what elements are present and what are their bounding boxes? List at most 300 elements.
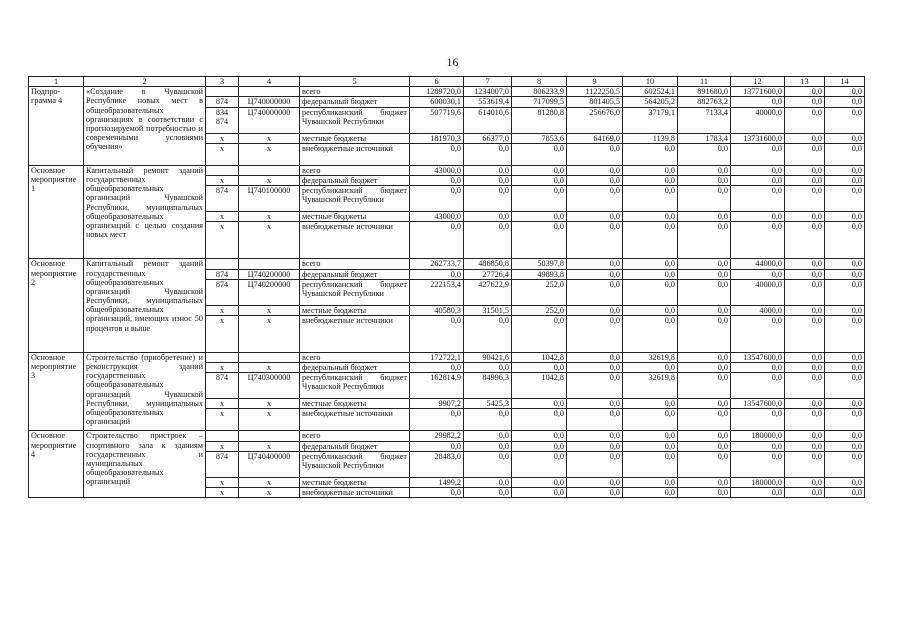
code-cell: х bbox=[206, 305, 239, 315]
amount-cell: 50397,8 bbox=[512, 259, 567, 269]
row-label: Основное мероприятие 2 bbox=[29, 259, 84, 353]
amount-cell: 0,0 bbox=[825, 279, 865, 305]
amount-cell: 7133,4 bbox=[678, 107, 731, 133]
amount-cell: 0,0 bbox=[825, 97, 865, 107]
amount-cell: 0,0 bbox=[512, 477, 567, 487]
amount-cell: 0,0 bbox=[825, 488, 865, 498]
amount-cell: 0,0 bbox=[731, 441, 785, 451]
amount-cell: 0,0 bbox=[785, 305, 825, 315]
target-code-cell: х bbox=[239, 363, 300, 373]
funding-source-cell: местные бюджеты bbox=[300, 212, 410, 222]
header-cell-13: 13 bbox=[785, 77, 825, 87]
amount-cell: 0,0 bbox=[464, 363, 512, 373]
amount-cell: 0,0 bbox=[678, 399, 731, 409]
amount-cell: 43000,0 bbox=[410, 212, 464, 222]
amount-cell: 66377,0 bbox=[464, 133, 512, 143]
amount-cell: 0,0 bbox=[731, 212, 785, 222]
amount-cell: 0,0 bbox=[825, 175, 865, 185]
amount-cell: 84996,3 bbox=[464, 373, 512, 399]
amount-cell: 29982,2 bbox=[410, 431, 464, 441]
amount-cell: 0,0 bbox=[410, 488, 464, 498]
amount-cell: 0,0 bbox=[623, 363, 678, 373]
amount-cell: 0,0 bbox=[678, 175, 731, 185]
amount-cell: 0,0 bbox=[567, 488, 623, 498]
amount-cell: 0,0 bbox=[678, 441, 731, 451]
amount-cell: 0,0 bbox=[731, 451, 785, 477]
amount-cell: 0,0 bbox=[785, 87, 825, 97]
amount-cell: 0,0 bbox=[512, 165, 567, 175]
amount-cell: 13731600,0 bbox=[731, 133, 785, 143]
amount-cell: 0,0 bbox=[785, 352, 825, 362]
header-cell-8: 8 bbox=[512, 77, 567, 87]
header-cell-14: 14 bbox=[825, 77, 865, 87]
funding-source-cell: внебюджетные источники bbox=[300, 143, 410, 165]
amount-cell: 882763,2 bbox=[678, 97, 731, 107]
amount-cell: 1234007,0 bbox=[464, 87, 512, 97]
amount-cell: 0,0 bbox=[825, 363, 865, 373]
amount-cell: 0,0 bbox=[512, 143, 567, 165]
target-code-cell: Ц740000000 bbox=[239, 97, 300, 107]
amount-cell: 0,0 bbox=[512, 212, 567, 222]
amount-cell: 0,0 bbox=[678, 352, 731, 362]
amount-cell: 0,0 bbox=[825, 305, 865, 315]
table-row bbox=[29, 431, 865, 441]
amount-cell: 0,0 bbox=[623, 222, 678, 259]
amount-cell: 0,0 bbox=[623, 175, 678, 185]
funding-source-cell: федеральный бюджет bbox=[300, 363, 410, 373]
amount-cell: 0,0 bbox=[825, 165, 865, 175]
code-cell bbox=[206, 431, 239, 441]
amount-cell: 43000,0 bbox=[410, 165, 464, 175]
header-cell-3: 3 bbox=[206, 77, 239, 87]
amount-cell: 0,0 bbox=[825, 409, 865, 431]
amount-cell: 32619,8 bbox=[623, 373, 678, 399]
funding-source-cell: республиканский бюджет Чувашской Республики bbox=[300, 186, 410, 212]
amount-cell: 0,0 bbox=[678, 315, 731, 352]
amount-cell: 564205,2 bbox=[623, 97, 678, 107]
amount-cell: 891680,0 bbox=[678, 87, 731, 97]
amount-cell: 172722,1 bbox=[410, 352, 464, 362]
funding-source-cell: внебюджетные источники bbox=[300, 409, 410, 431]
funding-source-cell: федеральный бюджет bbox=[300, 441, 410, 451]
amount-cell: 0,0 bbox=[567, 305, 623, 315]
amount-cell: 0,0 bbox=[825, 431, 865, 441]
amount-cell: 0,0 bbox=[785, 97, 825, 107]
amount-cell: 0,0 bbox=[410, 175, 464, 185]
amount-cell: 0,0 bbox=[785, 363, 825, 373]
target-code-cell bbox=[239, 259, 300, 269]
page-number: 16 bbox=[446, 55, 459, 69]
amount-cell: 0,0 bbox=[825, 451, 865, 477]
amount-cell: 1289720,0 bbox=[410, 87, 464, 97]
funding-source-cell: всего bbox=[300, 431, 410, 441]
code-cell bbox=[206, 165, 239, 175]
target-code-cell: х bbox=[239, 488, 300, 498]
target-code-cell: Ц740000000 bbox=[239, 107, 300, 133]
amount-cell: 0,0 bbox=[825, 133, 865, 143]
amount-cell: 0,0 bbox=[623, 441, 678, 451]
amount-cell: 0,0 bbox=[464, 165, 512, 175]
amount-cell: 0,0 bbox=[825, 373, 865, 399]
amount-cell: 1122250,5 bbox=[567, 87, 623, 97]
amount-cell: 1042,8 bbox=[512, 373, 567, 399]
funding-source-cell: республиканский бюджет Чувашской Республики bbox=[300, 279, 410, 305]
amount-cell: 0,0 bbox=[464, 488, 512, 498]
amount-cell: 5425,3 bbox=[464, 399, 512, 409]
amount-cell: 0,0 bbox=[678, 409, 731, 431]
amount-cell: 0,0 bbox=[512, 431, 567, 441]
code-cell: 874 bbox=[206, 186, 239, 212]
amount-cell: 0,0 bbox=[678, 373, 731, 399]
funding-source-cell: всего bbox=[300, 165, 410, 175]
code-cell bbox=[206, 259, 239, 269]
amount-cell: 0,0 bbox=[410, 409, 464, 431]
amount-cell: 0,0 bbox=[825, 212, 865, 222]
funding-source-cell: всего bbox=[300, 259, 410, 269]
amount-cell: 0,0 bbox=[785, 186, 825, 212]
amount-cell: 0,0 bbox=[410, 186, 464, 212]
code-cell: х bbox=[206, 409, 239, 431]
amount-cell: 0,0 bbox=[410, 143, 464, 165]
amount-cell: 0,0 bbox=[464, 451, 512, 477]
funding-source-cell: внебюджетные источники bbox=[300, 222, 410, 259]
amount-cell: 0,0 bbox=[464, 212, 512, 222]
amount-cell: 0,0 bbox=[785, 107, 825, 133]
code-cell: 834 874 bbox=[206, 107, 239, 133]
amount-cell: 0,0 bbox=[785, 315, 825, 352]
amount-cell: 0,0 bbox=[825, 259, 865, 269]
amount-cell: 4000,0 bbox=[731, 305, 785, 315]
funding-source-cell: всего bbox=[300, 352, 410, 362]
amount-cell: 0,0 bbox=[785, 477, 825, 487]
amount-cell: 0,0 bbox=[785, 133, 825, 143]
amount-cell: 0,0 bbox=[678, 143, 731, 165]
amount-cell: 486850,8 bbox=[464, 259, 512, 269]
target-code-cell: Ц740200000 bbox=[239, 269, 300, 279]
amount-cell: 0,0 bbox=[410, 269, 464, 279]
amount-cell: 0,0 bbox=[567, 363, 623, 373]
amount-cell: 0,0 bbox=[567, 315, 623, 352]
code-cell: 874 bbox=[206, 451, 239, 477]
amount-cell: 0,0 bbox=[464, 409, 512, 431]
amount-cell: 0,0 bbox=[567, 222, 623, 259]
amount-cell: 0,0 bbox=[623, 269, 678, 279]
funding-source-cell: местные бюджеты bbox=[300, 133, 410, 143]
amount-cell: 0,0 bbox=[731, 165, 785, 175]
target-code-cell: Ц740400000 bbox=[239, 451, 300, 477]
amount-cell: 0,0 bbox=[567, 259, 623, 269]
target-code-cell: х bbox=[239, 133, 300, 143]
amount-cell: 0,0 bbox=[785, 175, 825, 185]
amount-cell: 0,0 bbox=[731, 143, 785, 165]
amount-cell: 0,0 bbox=[825, 441, 865, 451]
amount-cell: 0,0 bbox=[785, 441, 825, 451]
row-label: Подпро-грамма 4 bbox=[29, 87, 84, 166]
measure-description: Строительство (приобретение) и реконструкция зданий государственных общеобразовательных организаций Чувашской Республики, муниципальных общеобразовательных организаций bbox=[84, 352, 206, 431]
funding-source-cell: всего bbox=[300, 87, 410, 97]
target-code-cell bbox=[239, 431, 300, 441]
amount-cell: 0,0 bbox=[464, 186, 512, 212]
header-cell-2: 2 bbox=[84, 77, 206, 87]
header-cell-6: 6 bbox=[410, 77, 464, 87]
amount-cell: 0,0 bbox=[623, 409, 678, 431]
amount-cell: 0,0 bbox=[678, 431, 731, 441]
amount-cell: 0,0 bbox=[567, 279, 623, 305]
amount-cell: 0,0 bbox=[464, 175, 512, 185]
target-code-cell: х bbox=[239, 441, 300, 451]
amount-cell: 0,0 bbox=[678, 212, 731, 222]
target-code-cell: Ц740300000 bbox=[239, 373, 300, 399]
amount-cell: 0,0 bbox=[678, 451, 731, 477]
amount-cell: 0,0 bbox=[678, 305, 731, 315]
target-code-cell: х bbox=[239, 143, 300, 165]
amount-cell: 0,0 bbox=[623, 259, 678, 269]
amount-cell: 0,0 bbox=[623, 477, 678, 487]
amount-cell: 0,0 bbox=[825, 352, 865, 362]
target-code-cell: х bbox=[239, 477, 300, 487]
code-cell: 874 bbox=[206, 279, 239, 305]
code-cell: х bbox=[206, 175, 239, 185]
measure-description: Строительство пристроек – спортивного зала к зданиям государственных и муниципальных общеобразовательных организаций bbox=[84, 431, 206, 498]
funding-source-cell: внебюджетные источники bbox=[300, 315, 410, 352]
target-code-cell: х bbox=[239, 315, 300, 352]
amount-cell: 37179,1 bbox=[623, 107, 678, 133]
amount-cell: 32619,8 bbox=[623, 352, 678, 362]
amount-cell: 252,0 bbox=[512, 305, 567, 315]
amount-cell: 553619,4 bbox=[464, 97, 512, 107]
header-cell-4: 4 bbox=[239, 77, 300, 87]
amount-cell: 0,0 bbox=[785, 259, 825, 269]
amount-cell: 0,0 bbox=[825, 477, 865, 487]
funding-source-cell: местные бюджеты bbox=[300, 305, 410, 315]
amount-cell: 0,0 bbox=[623, 143, 678, 165]
amount-cell: 0,0 bbox=[567, 212, 623, 222]
amount-cell: 1139,8 bbox=[623, 133, 678, 143]
target-code-cell: х bbox=[239, 212, 300, 222]
amount-cell: 0,0 bbox=[512, 175, 567, 185]
amount-cell: 0,0 bbox=[678, 186, 731, 212]
amount-cell: 717099,5 bbox=[512, 97, 567, 107]
amount-cell: 81280,8 bbox=[512, 107, 567, 133]
target-code-cell: х bbox=[239, 305, 300, 315]
amount-cell: 0,0 bbox=[623, 305, 678, 315]
amount-cell: 0,0 bbox=[567, 165, 623, 175]
amount-cell: 44000,0 bbox=[731, 259, 785, 269]
amount-cell: 162814,9 bbox=[410, 373, 464, 399]
code-cell: 874 bbox=[206, 97, 239, 107]
amount-cell: 0,0 bbox=[785, 143, 825, 165]
code-cell: х bbox=[206, 143, 239, 165]
amount-cell: 0,0 bbox=[825, 107, 865, 133]
amount-cell: 0,0 bbox=[623, 279, 678, 305]
amount-cell: 0,0 bbox=[410, 441, 464, 451]
amount-cell: 0,0 bbox=[825, 87, 865, 97]
header-cell-12: 12 bbox=[731, 77, 785, 87]
amount-cell: 40000,0 bbox=[731, 107, 785, 133]
amount-cell: 0,0 bbox=[410, 315, 464, 352]
amount-cell: 1499,2 bbox=[410, 477, 464, 487]
code-cell: х bbox=[206, 315, 239, 352]
amount-cell: 0,0 bbox=[567, 451, 623, 477]
amount-cell: 0,0 bbox=[567, 175, 623, 185]
code-cell: х bbox=[206, 212, 239, 222]
amount-cell: 0,0 bbox=[785, 431, 825, 441]
funding-source-cell: местные бюджеты bbox=[300, 399, 410, 409]
header-cell-9: 9 bbox=[567, 77, 623, 87]
table-row bbox=[29, 87, 865, 97]
code-cell: 874 bbox=[206, 373, 239, 399]
amount-cell: 40000,0 bbox=[731, 279, 785, 305]
amount-cell: 801405,5 bbox=[567, 97, 623, 107]
amount-cell: 40580,3 bbox=[410, 305, 464, 315]
code-cell: х bbox=[206, 222, 239, 259]
amount-cell: 0,0 bbox=[623, 451, 678, 477]
amount-cell: 1042,8 bbox=[512, 352, 567, 362]
amount-cell: 49893,8 bbox=[512, 269, 567, 279]
amount-cell: 181970,3 bbox=[410, 133, 464, 143]
amount-cell: 64169,0 bbox=[567, 133, 623, 143]
header-cell-5: 5 bbox=[300, 77, 410, 87]
amount-cell: 0,0 bbox=[623, 212, 678, 222]
amount-cell: 0,0 bbox=[731, 373, 785, 399]
amount-cell: 0,0 bbox=[785, 222, 825, 259]
amount-cell: 0,0 bbox=[410, 363, 464, 373]
table-row bbox=[29, 352, 865, 362]
amount-cell: 0,0 bbox=[512, 222, 567, 259]
amount-cell: 0,0 bbox=[825, 186, 865, 212]
funding-source-cell: федеральный бюджет bbox=[300, 175, 410, 185]
measure-description: «Создание в Чувашской Республике новых мест в общеобразовательных организациях в соответствии с прогнозируемой потребностью и современными условиями обучения» bbox=[84, 87, 206, 166]
amount-cell: 0,0 bbox=[567, 143, 623, 165]
header-cell-1: 1 bbox=[29, 77, 84, 87]
target-code-cell bbox=[239, 165, 300, 175]
amount-cell: 0,0 bbox=[512, 363, 567, 373]
amount-cell: 262733,7 bbox=[410, 259, 464, 269]
amount-cell: 0,0 bbox=[731, 97, 785, 107]
amount-cell: 0,0 bbox=[464, 431, 512, 441]
amount-cell: 0,0 bbox=[785, 373, 825, 399]
amount-cell: 0,0 bbox=[678, 165, 731, 175]
amount-cell: 0,0 bbox=[623, 165, 678, 175]
code-cell: 874 bbox=[206, 269, 239, 279]
amount-cell: 0,0 bbox=[567, 399, 623, 409]
amount-cell: 0,0 bbox=[410, 222, 464, 259]
amount-cell: 0,0 bbox=[825, 399, 865, 409]
amount-cell: 614010,6 bbox=[464, 107, 512, 133]
amount-cell: 0,0 bbox=[623, 488, 678, 498]
amount-cell: 0,0 bbox=[567, 373, 623, 399]
amount-cell: 0,0 bbox=[512, 441, 567, 451]
amount-cell: 0,0 bbox=[825, 269, 865, 279]
amount-cell: 0,0 bbox=[567, 186, 623, 212]
amount-cell: 252,0 bbox=[512, 279, 567, 305]
funding-source-cell: федеральный бюджет bbox=[300, 269, 410, 279]
funding-source-cell: внебюджетные источники bbox=[300, 488, 410, 498]
amount-cell: 0,0 bbox=[731, 409, 785, 431]
amount-cell: 0,0 bbox=[678, 363, 731, 373]
amount-cell: 0,0 bbox=[785, 269, 825, 279]
code-cell: х bbox=[206, 399, 239, 409]
code-cell: х bbox=[206, 133, 239, 143]
amount-cell: 507719,6 bbox=[410, 107, 464, 133]
amount-cell: 0,0 bbox=[731, 222, 785, 259]
amount-cell: 90421,6 bbox=[464, 352, 512, 362]
target-code-cell: х bbox=[239, 409, 300, 431]
amount-cell: 0,0 bbox=[512, 488, 567, 498]
amount-cell: 0,0 bbox=[825, 222, 865, 259]
target-code-cell: Ц740100000 bbox=[239, 186, 300, 212]
table-row bbox=[29, 259, 865, 269]
amount-cell: 0,0 bbox=[785, 451, 825, 477]
amount-cell: 602524,1 bbox=[623, 87, 678, 97]
amount-cell: 0,0 bbox=[785, 212, 825, 222]
code-cell: х bbox=[206, 363, 239, 373]
amount-cell: 0,0 bbox=[512, 186, 567, 212]
target-code-cell: х bbox=[239, 222, 300, 259]
amount-cell: 0,0 bbox=[785, 488, 825, 498]
target-code-cell bbox=[239, 87, 300, 97]
amount-cell: 0,0 bbox=[731, 363, 785, 373]
amount-cell: 0,0 bbox=[825, 143, 865, 165]
amount-cell: 427622,9 bbox=[464, 279, 512, 305]
amount-cell: 0,0 bbox=[512, 451, 567, 477]
amount-cell: 0,0 bbox=[731, 186, 785, 212]
amount-cell: 600030,1 bbox=[410, 97, 464, 107]
funding-source-cell: республиканский бюджет Чувашской Республики bbox=[300, 451, 410, 477]
amount-cell: 0,0 bbox=[567, 409, 623, 431]
amount-cell: 0,0 bbox=[678, 259, 731, 269]
code-cell bbox=[206, 352, 239, 362]
amount-cell: 180000,0 bbox=[731, 477, 785, 487]
amount-cell: 0,0 bbox=[464, 441, 512, 451]
row-label: Основное мероприятие 4 bbox=[29, 431, 84, 498]
funding-source-cell: республиканский бюджет Чувашской Республики bbox=[300, 107, 410, 133]
code-cell: х bbox=[206, 441, 239, 451]
amount-cell: 0,0 bbox=[825, 315, 865, 352]
amount-cell: 1783,4 bbox=[678, 133, 731, 143]
code-cell: х bbox=[206, 488, 239, 498]
amount-cell: 0,0 bbox=[512, 315, 567, 352]
amount-cell: 0,0 bbox=[623, 186, 678, 212]
amount-cell: 0,0 bbox=[464, 222, 512, 259]
amount-cell: 0,0 bbox=[567, 269, 623, 279]
amount-cell: 0,0 bbox=[785, 399, 825, 409]
measure-description: Капитальный ремонт зданий государственных общеобразовательных организаций Чувашской Республики, муниципальных общеобразовательных организаций с целью создания новых мест bbox=[84, 165, 206, 259]
amount-cell: 0,0 bbox=[731, 488, 785, 498]
amount-cell: 9907,2 bbox=[410, 399, 464, 409]
amount-cell: 806233,9 bbox=[512, 87, 567, 97]
funding-source-cell: федеральный бюджет bbox=[300, 97, 410, 107]
amount-cell: 0,0 bbox=[567, 477, 623, 487]
amount-cell: 0,0 bbox=[731, 315, 785, 352]
amount-cell: 0,0 bbox=[678, 269, 731, 279]
amount-cell: 7853,6 bbox=[512, 133, 567, 143]
amount-cell: 222153,4 bbox=[410, 279, 464, 305]
amount-cell: 28483,0 bbox=[410, 451, 464, 477]
target-code-cell: х bbox=[239, 175, 300, 185]
amount-cell: 0,0 bbox=[464, 143, 512, 165]
target-code-cell: Ц740200000 bbox=[239, 279, 300, 305]
code-cell: х bbox=[206, 477, 239, 487]
amount-cell: 256676,0 bbox=[567, 107, 623, 133]
amount-cell: 0,0 bbox=[623, 431, 678, 441]
header-cell-11: 11 bbox=[678, 77, 731, 87]
amount-cell: 0,0 bbox=[678, 477, 731, 487]
amount-cell: 0,0 bbox=[567, 352, 623, 362]
amount-cell: 0,0 bbox=[785, 409, 825, 431]
amount-cell: 13771600,0 bbox=[731, 87, 785, 97]
amount-cell: 0,0 bbox=[567, 441, 623, 451]
